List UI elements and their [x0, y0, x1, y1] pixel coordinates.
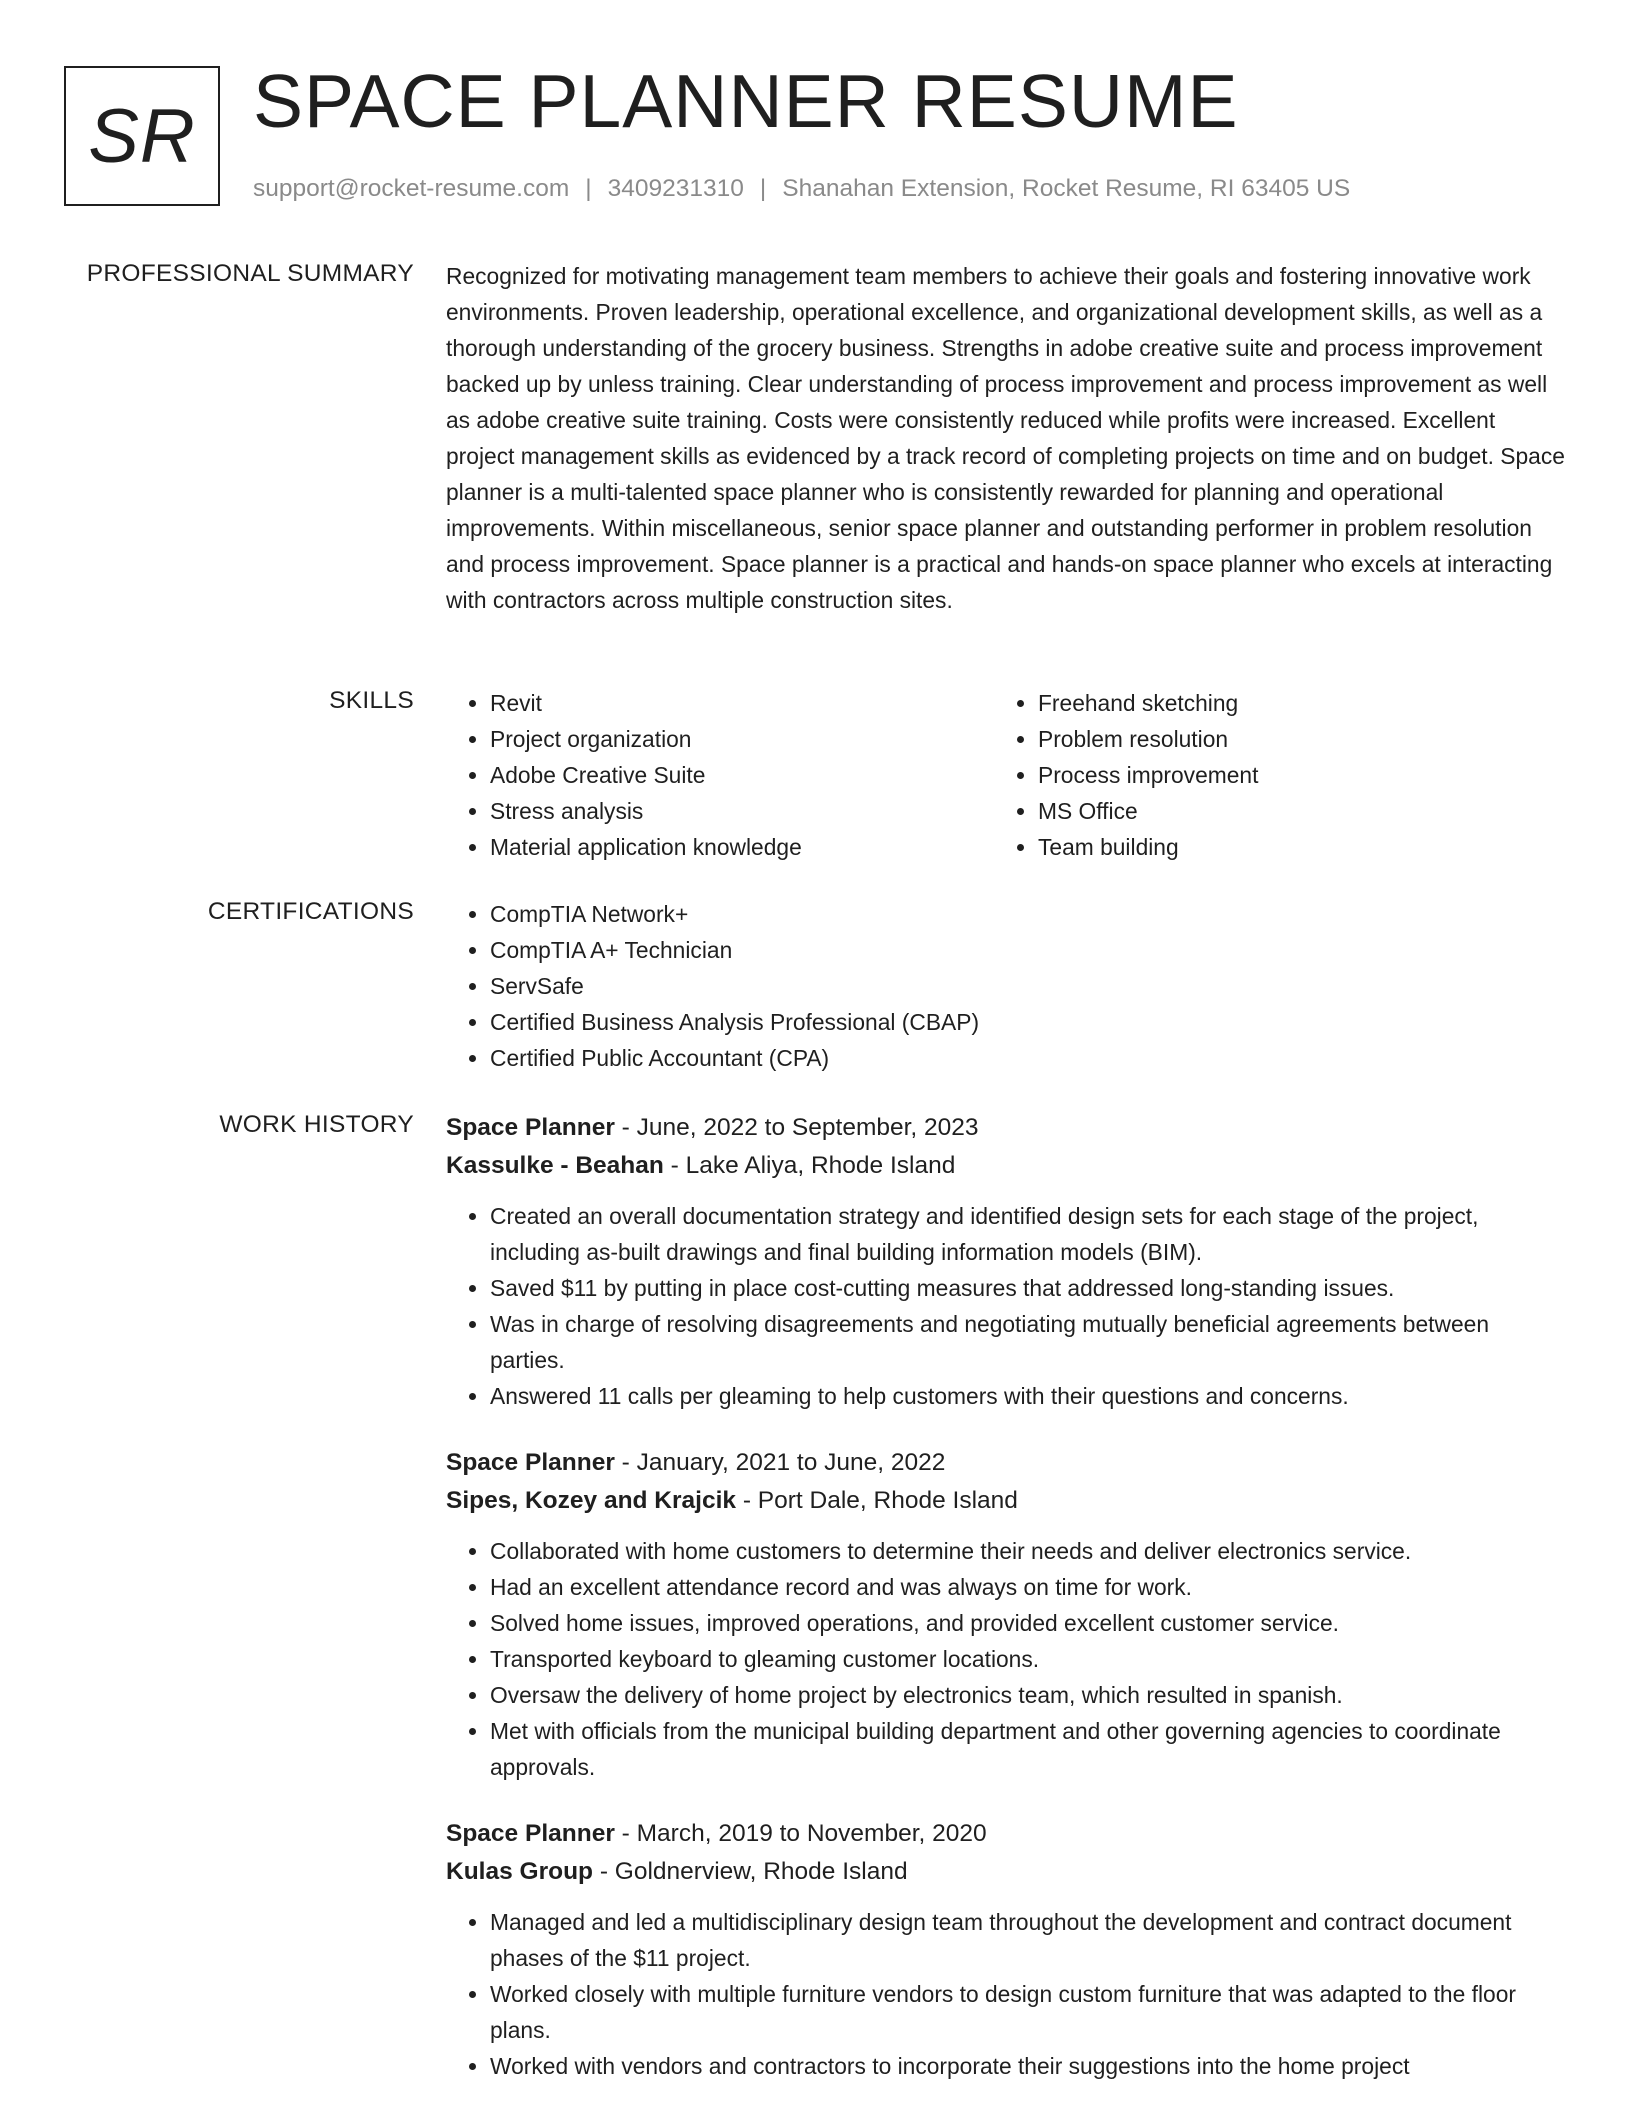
certifications-body — [446, 896, 1566, 1076]
job-bullet: • Had an excellent attendance record and was always on time for work. — [490, 1569, 1566, 1605]
skills-list-left — [446, 685, 994, 865]
job-location: - Port Dale, Rhode Island — [736, 1487, 1018, 1514]
contact-separator: | — [759, 175, 767, 202]
skill-item: • Process improvement — [1038, 757, 1542, 793]
job-bullet: • Created an overall documentation strategy and identified design sets for each stage of the project, including as-built drawings and final building information models (BIM). — [490, 1198, 1566, 1270]
skill-item: • Problem resolution — [1038, 721, 1542, 757]
job-bullet: • Worked closely with multiple furniture vendors to design custom furniture that was adapted to the floor plans. — [490, 1976, 1566, 2048]
job-bullet: • Oversaw the delivery of home project by electronics team, which resulted in spanish. — [490, 1677, 1566, 1713]
contact-line — [253, 174, 1350, 204]
page-title: SPACE PLANNER RESUME — [253, 59, 1239, 143]
work-history-body — [446, 1109, 1566, 2084]
job-dates: - January, 2021 to June, 2022 — [614, 1449, 946, 1476]
job-company: Kulas Group — [446, 1858, 594, 1885]
skill-item: • Freehand sketching — [1038, 685, 1542, 721]
skill-item: • Team building — [1038, 829, 1542, 865]
contact-phone[interactable]: 3409231310 — [607, 175, 744, 202]
job-title-line — [446, 1444, 1566, 1482]
contact-separator: | — [585, 175, 592, 202]
skill-item: • Adobe Creative Suite — [490, 757, 994, 793]
skills-list-right — [994, 685, 1542, 865]
skills-grid — [446, 685, 1566, 865]
job-company-line — [446, 1853, 1566, 1891]
skills-column-right — [994, 685, 1542, 865]
summary-heading: PROFESSIONAL SUMMARY — [86, 260, 414, 287]
job-bullet: • Managed and led a multidisciplinary design team throughout the development and contract document phases of the $11 project. — [490, 1904, 1566, 1976]
job-bullets — [446, 1904, 1566, 2084]
certification-item: • CompTIA A+ Technician — [490, 932, 1566, 968]
job-bullet: • Collaborated with home customers to determine their needs and deliver electronics service. — [490, 1533, 1566, 1569]
monogram-initials: SR — [88, 93, 196, 179]
job-bullet: • Answered 11 calls per gleaming to help customers with their questions and concerns. — [490, 1378, 1566, 1414]
job-dates: - June, 2022 to September, 2023 — [614, 1114, 979, 1141]
contact-email[interactable]: support@rocket-resume.com — [253, 175, 570, 202]
skills-heading: SKILLS — [329, 687, 414, 714]
job-bullet: • Worked with vendors and contractors to incorporate their suggestions into the home project — [490, 2048, 1566, 2084]
contact-address: Shanahan Extension, Rocket Resume, RI 63405 US — [782, 175, 1351, 202]
job-bullet: • Met with officials from the municipal building department and other governing agencies to coordinate approvals. — [490, 1713, 1566, 1785]
summary-body — [446, 258, 1566, 618]
job-title: Space Planner — [446, 1820, 615, 1847]
certification-item: • Certified Public Accountant (CPA) — [490, 1040, 1566, 1076]
job-company: Sipes, Kozey and Krajcik — [446, 1487, 737, 1514]
job-entry — [446, 1444, 1566, 1785]
job-title-line — [446, 1109, 1566, 1147]
work-history-heading: WORK HISTORY — [219, 1111, 414, 1138]
monogram-logo — [64, 66, 220, 206]
skills-body — [446, 685, 1566, 865]
certification-item: • CompTIA Network+ — [490, 896, 1566, 932]
skills-column-left — [446, 685, 994, 865]
skill-item: • Material application knowledge — [490, 829, 994, 865]
job-company-line — [446, 1482, 1566, 1520]
skill-item: • MS Office — [1038, 793, 1542, 829]
certification-item: • Certified Business Analysis Professional (CBAP) — [490, 1004, 1566, 1040]
job-bullet: • Solved home issues, improved operations, and provided excellent customer service. — [490, 1605, 1566, 1641]
job-location: - Lake Aliya, Rhode Island — [663, 1152, 956, 1179]
job-title: Space Planner — [446, 1114, 615, 1141]
job-entry — [446, 1815, 1566, 2084]
job-title-line — [446, 1815, 1566, 1853]
skill-item: • Stress analysis — [490, 793, 994, 829]
job-location: - Goldnerview, Rhode Island — [593, 1858, 908, 1885]
skill-item: • Project organization — [490, 721, 994, 757]
job-bullets — [446, 1533, 1566, 1785]
job-bullet: • Was in charge of resolving disagreements and negotiating mutually beneficial agreements between parties. — [490, 1306, 1566, 1378]
job-title: Space Planner — [446, 1449, 615, 1476]
certifications-list — [446, 896, 1566, 1076]
skill-item: • Revit — [490, 685, 994, 721]
job-bullet: • Transported keyboard to gleaming customer locations. — [490, 1641, 1566, 1677]
summary-text: Recognized for motivating management team members to achieve their goals and fostering innovative work environments. Proven leadership, operational excellence, and organizational development skills, as well as a thorough understanding of the grocery business. Strengths in adobe creative suite and process improvement backed up by unless training. Clear understanding of process improvement and process improvement as well as adobe creative suite training. Costs were consistently reduced while profits were increased. Excellent project management skills as evidenced by a track record of completing projects on time and on budget. Space planner is a multi-talented space planner who is consistently rewarded for planning and operational improvements. Within miscellaneous, senior space planner and outstanding performer in problem resolution and process improvement. Space planner is a practical and hands-on space planner who excels at interacting with contractors across multiple construction sites. — [446, 263, 1565, 613]
job-company-line — [446, 1147, 1566, 1185]
certification-item: • ServSafe — [490, 968, 1566, 1004]
job-company: Kassulke - Beahan — [446, 1152, 664, 1179]
job-bullets — [446, 1198, 1566, 1414]
certifications-heading: CERTIFICATIONS — [207, 898, 414, 925]
job-dates: - March, 2019 to November, 2020 — [614, 1820, 987, 1847]
job-entry — [446, 1109, 1566, 1414]
job-bullet: • Saved $11 by putting in place cost-cutting measures that addressed long-standing issues. — [490, 1270, 1566, 1306]
